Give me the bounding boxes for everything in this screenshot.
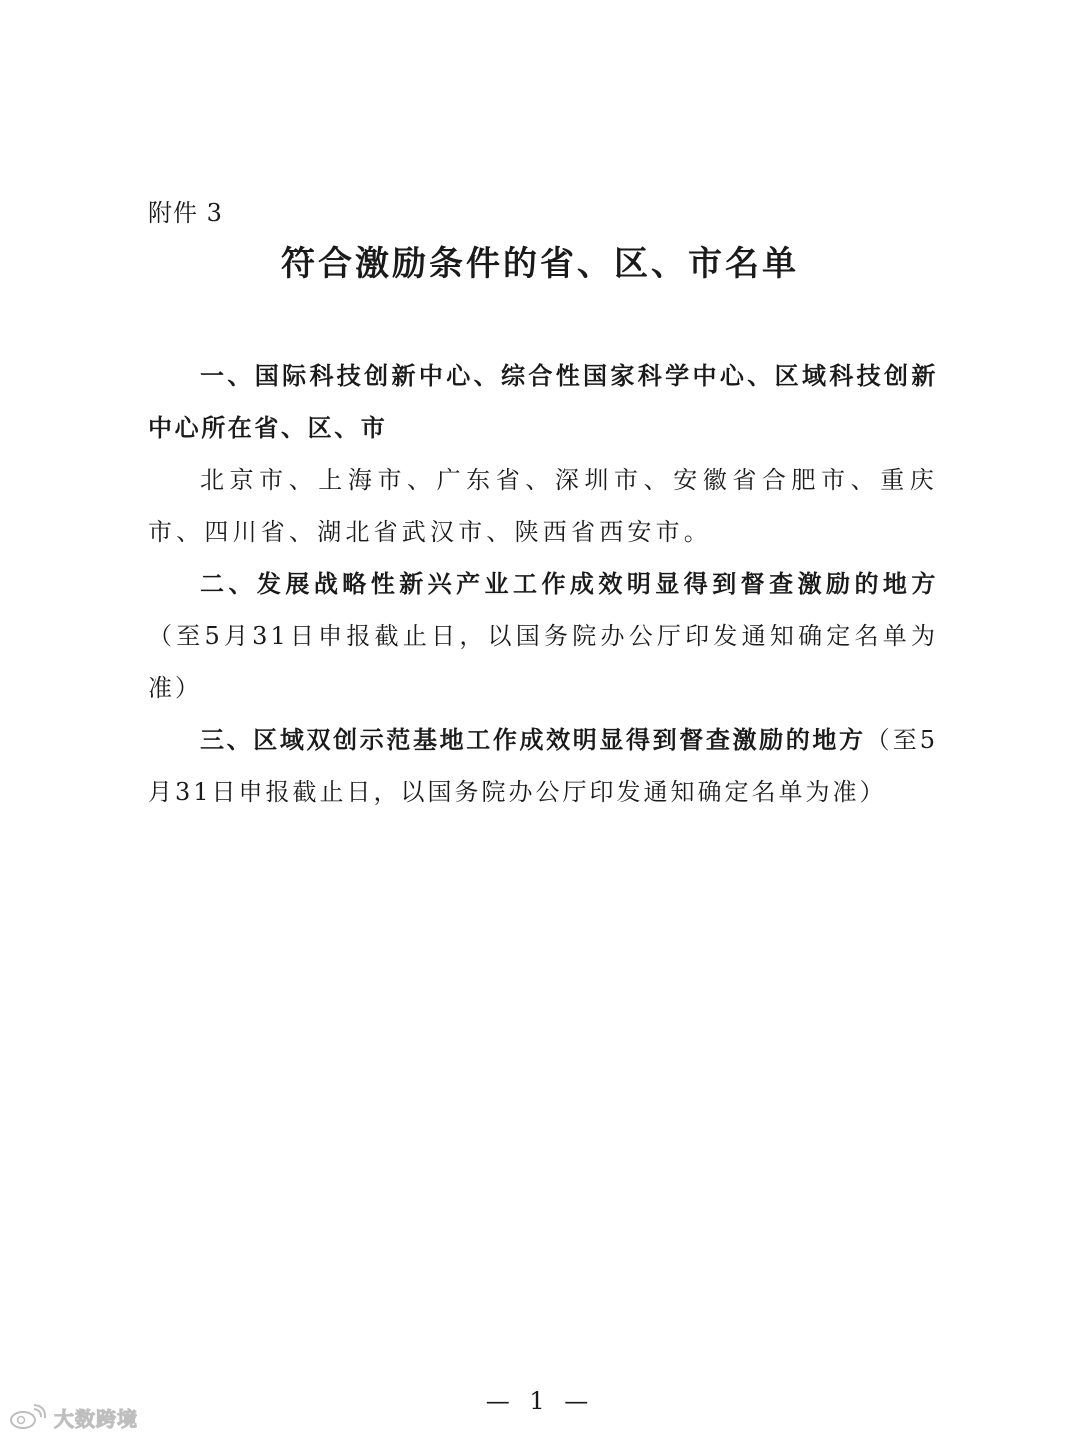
section-3-note: （至5月31日申报截止日，以国务院办公厅印发通知确定名单为准） bbox=[148, 726, 938, 806]
section-2-note: （至5月31日申报截止日，以国务院办公厅印发通知确定名单为准） bbox=[148, 622, 938, 702]
attachment-label bbox=[148, 196, 223, 230]
section-1-heading: 一、国际科技创新中心、综合性国家科学中心、区域科技创新中心所在省、区、市 bbox=[148, 362, 938, 442]
attachment-number: 3 bbox=[206, 199, 223, 227]
watermark bbox=[8, 1402, 138, 1432]
section-2 bbox=[148, 558, 938, 714]
watermark-text: 大数跨境 bbox=[54, 1406, 138, 1431]
document-title: 符合激励条件的省、区、市名单 bbox=[281, 244, 799, 284]
section-1-content: 北京市、上海市、广东省、深圳市、安徽省合肥市、重庆市、四川省、湖北省武汉市、陕西省西安市。 bbox=[148, 466, 938, 546]
weibo-logo-icon bbox=[8, 1403, 48, 1431]
section-1 bbox=[148, 350, 938, 454]
section-3-heading: 三、区域双创示范基地工作成效明显得到督查激励的地方 bbox=[200, 726, 866, 754]
page-number: — 1 — bbox=[485, 1387, 595, 1415]
attachment-label-text: 附件 bbox=[148, 199, 198, 227]
document-body bbox=[148, 350, 938, 818]
section-3 bbox=[148, 714, 938, 818]
section-2-heading: 二、发展战略性新兴产业工作成效明显得到督查激励的地方 bbox=[200, 570, 938, 598]
